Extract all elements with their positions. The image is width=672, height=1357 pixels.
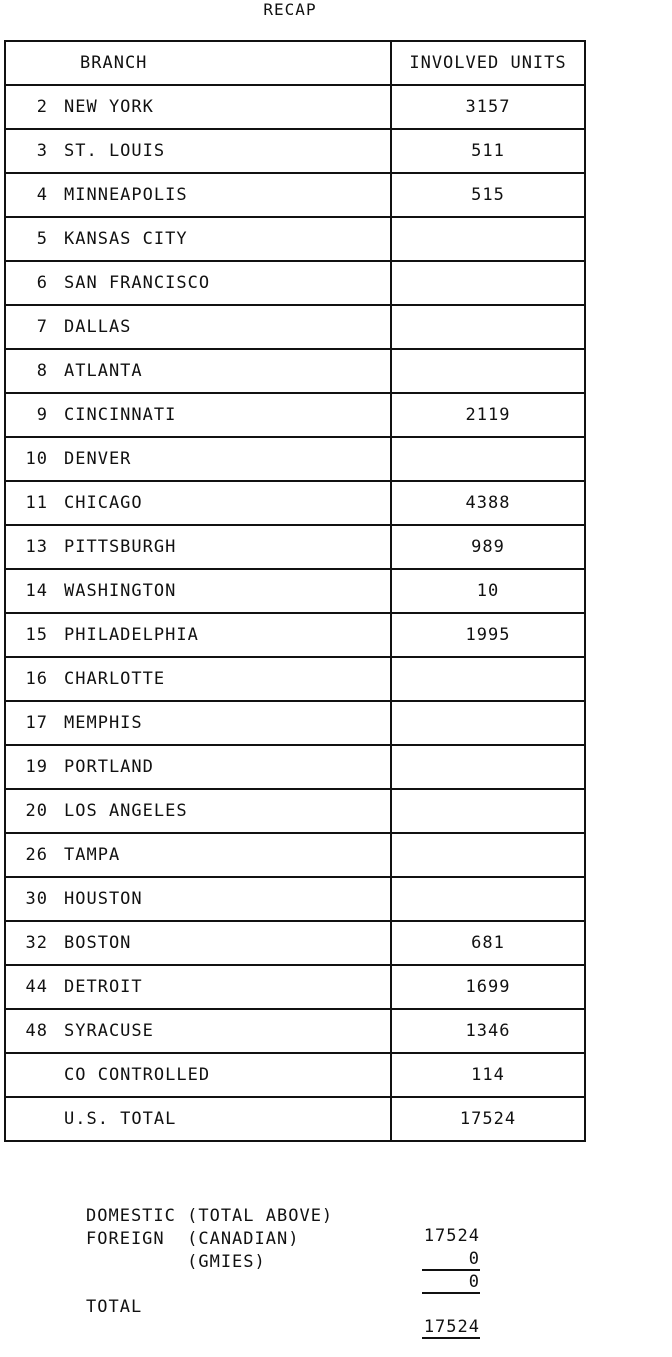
- branch-cell: [5, 657, 391, 701]
- table-row: [5, 481, 585, 525]
- branch-cell: [5, 1053, 391, 1097]
- branch-cell: [5, 613, 391, 657]
- branch-name: DALLAS: [64, 317, 132, 337]
- table-row: [5, 1053, 585, 1097]
- branch-cell: [5, 305, 391, 349]
- table-row: [5, 877, 585, 921]
- page-title: RECAP: [263, 0, 317, 19]
- branch-cell: [5, 393, 391, 437]
- branch-name: WASHINGTON: [64, 581, 177, 601]
- units-cell: 1699: [391, 965, 585, 1009]
- canadian-value: 0: [422, 1249, 480, 1271]
- branch-cell: [5, 173, 391, 217]
- branch-cell: [5, 1097, 391, 1141]
- units-cell: [391, 833, 585, 877]
- summary-block: [86, 1186, 480, 1337]
- branch-cell: [5, 745, 391, 789]
- recap-table: [4, 40, 586, 1142]
- branch-name: TAMPA: [64, 845, 121, 865]
- table-row: [5, 965, 585, 1009]
- branch-number: 17: [25, 713, 48, 733]
- table-row: [5, 789, 585, 833]
- table-row: [5, 85, 585, 129]
- branch-number: 20: [25, 801, 48, 821]
- table-row: [5, 129, 585, 173]
- branch-number: 16: [25, 669, 48, 689]
- units-cell: [391, 789, 585, 833]
- branch-number: 9: [36, 405, 48, 425]
- units-cell: 2119: [391, 393, 585, 437]
- domestic-label: DOMESTIC (TOTAL ABOVE): [86, 1206, 334, 1226]
- branch-name: SAN FRANCISCO: [64, 273, 211, 293]
- branch-number: 13: [25, 537, 48, 557]
- table-row: [5, 525, 585, 569]
- branch-name: PITTSBURGH: [64, 537, 177, 557]
- units-cell: [391, 745, 585, 789]
- branch-number: 48: [25, 1021, 48, 1041]
- branch-name: PORTLAND: [64, 757, 154, 777]
- branch-cell: [5, 261, 391, 305]
- table-row: [5, 569, 585, 613]
- branch-name: CO CONTROLLED: [64, 1065, 211, 1085]
- branch-cell: [5, 525, 391, 569]
- domestic-value: 17524: [423, 1226, 480, 1246]
- units-cell: 989: [391, 525, 585, 569]
- branch-cell: [5, 217, 391, 261]
- units-cell: 10: [391, 569, 585, 613]
- units-cell: 515: [391, 173, 585, 217]
- table-row: [5, 261, 585, 305]
- table-row: [5, 349, 585, 393]
- branch-column-header: BRANCH: [5, 41, 391, 85]
- branch-number: 14: [25, 581, 48, 601]
- branch-cell: [5, 877, 391, 921]
- branch-name: MEMPHIS: [64, 713, 143, 733]
- branch-number: 26: [25, 845, 48, 865]
- branch-cell: [5, 1009, 391, 1053]
- foreign-label: FOREIGN (CANADIAN): [86, 1229, 300, 1249]
- table-row: [5, 613, 585, 657]
- table-row: [5, 437, 585, 481]
- branch-cell: [5, 85, 391, 129]
- branch-name: ATLANTA: [64, 361, 143, 381]
- total-row: [86, 1277, 480, 1337]
- total-value: 17524: [423, 1317, 480, 1337]
- table-row: [5, 745, 585, 789]
- branch-number: 2: [36, 97, 48, 117]
- units-cell: [391, 217, 585, 261]
- table-row: [5, 393, 585, 437]
- branch-cell: [5, 833, 391, 877]
- total-label: TOTAL: [86, 1297, 143, 1317]
- branch-name: CHARLOTTE: [64, 669, 166, 689]
- branch-name: DENVER: [64, 449, 132, 469]
- branch-number: 7: [36, 317, 48, 337]
- branch-name: SYRACUSE: [64, 1021, 154, 1041]
- branch-number: 4: [36, 185, 48, 205]
- units-cell: 114: [391, 1053, 585, 1097]
- branch-number: 19: [25, 757, 48, 777]
- branch-cell: [5, 569, 391, 613]
- table-row: [5, 1097, 585, 1141]
- branch-name: LOS ANGELES: [64, 801, 188, 821]
- branch-number: 32: [25, 933, 48, 953]
- table-row: [5, 921, 585, 965]
- units-cell: 1995: [391, 613, 585, 657]
- units-cell: 511: [391, 129, 585, 173]
- branch-cell: [5, 129, 391, 173]
- branch-number: 10: [25, 449, 48, 469]
- branch-name: PHILADELPHIA: [64, 625, 199, 645]
- branch-name: CHICAGO: [64, 493, 143, 513]
- branch-number: 3: [36, 141, 48, 161]
- branch-name: HOUSTON: [64, 889, 143, 909]
- branch-number: 30: [25, 889, 48, 909]
- branch-name: ST. LOUIS: [64, 141, 166, 161]
- branch-name: MINNEAPOLIS: [64, 185, 188, 205]
- branch-cell: [5, 921, 391, 965]
- units-cell: 17524: [391, 1097, 585, 1141]
- units-cell: 4388: [391, 481, 585, 525]
- table-row: [5, 833, 585, 877]
- units-cell: 3157: [391, 85, 585, 129]
- branch-cell: [5, 965, 391, 1009]
- branch-name: CINCINNATI: [64, 405, 177, 425]
- table-row: [5, 657, 585, 701]
- units-cell: 1346: [391, 1009, 585, 1053]
- units-cell: 681: [391, 921, 585, 965]
- table-row: [5, 1009, 585, 1053]
- branch-number: 5: [36, 229, 48, 249]
- branch-name: KANSAS CITY: [64, 229, 188, 249]
- branch-number: 11: [25, 493, 48, 513]
- branch-name: NEW YORK: [64, 97, 154, 117]
- branch-name: BOSTON: [64, 933, 132, 953]
- branch-cell: [5, 437, 391, 481]
- branch-number: 15: [25, 625, 48, 645]
- table-row: [5, 305, 585, 349]
- table-row: [5, 217, 585, 261]
- branch-name: U.S. TOTAL: [64, 1109, 177, 1129]
- units-cell: [391, 305, 585, 349]
- units-column-header: INVOLVED UNITS: [391, 41, 585, 85]
- units-cell: [391, 657, 585, 701]
- units-cell: [391, 877, 585, 921]
- branch-cell: [5, 481, 391, 525]
- branch-number: 44: [25, 977, 48, 997]
- branch-name: DETROIT: [64, 977, 143, 997]
- units-cell: [391, 437, 585, 481]
- branch-cell: [5, 349, 391, 393]
- table-header-row: [5, 41, 585, 85]
- units-cell: [391, 701, 585, 745]
- branch-cell: [5, 789, 391, 833]
- table-row: [5, 701, 585, 745]
- units-cell: [391, 261, 585, 305]
- branch-number: 6: [36, 273, 48, 293]
- units-cell: [391, 349, 585, 393]
- gmies-label: (GMIES): [86, 1252, 266, 1272]
- branch-number: 8: [36, 361, 48, 381]
- table-row: [5, 173, 585, 217]
- branch-cell: [5, 701, 391, 745]
- gmies-value: 0: [422, 1272, 480, 1294]
